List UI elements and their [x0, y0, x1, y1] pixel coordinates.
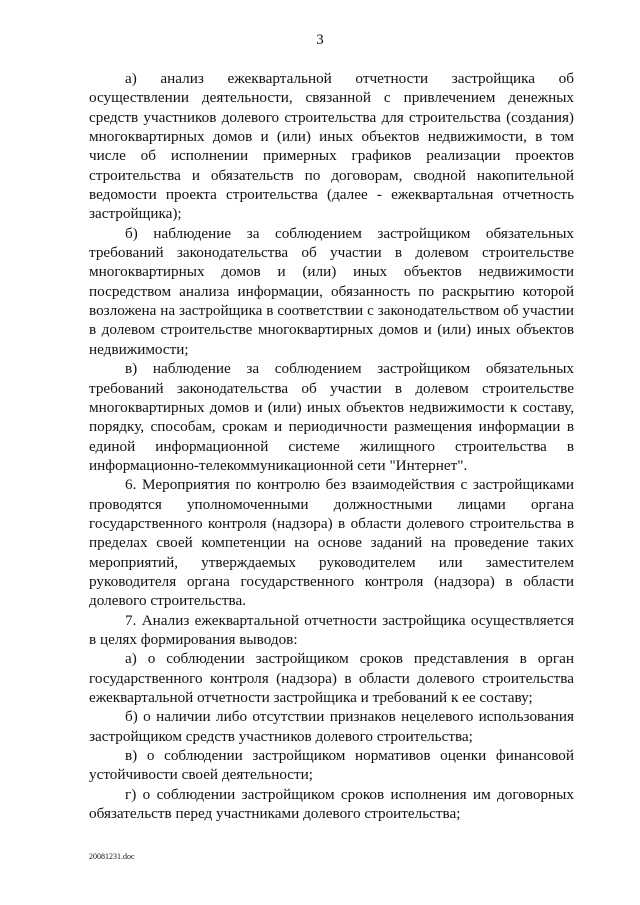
paragraph-7b-misuse: б) о наличии либо отсутствии признаков нецелевого использования застройщиком средств участников долевого строительства; — [89, 708, 574, 745]
paragraph-v-observation-publication: в) наблюдение за соблюдением застройщиком обязательных требований законодательства об участии в долевом строительстве многоквартирных домов и (или) иных объектов недвижимости к составу, порядку, способам, срокам и периодичности размещения информации в единой информационной системе жилищного строительства в информационно-телекоммуникационной сети "Интернет". — [89, 360, 574, 474]
body-text — [89, 69, 574, 823]
paragraph-7g-contract-obligations: г) о соблюдении застройщиком сроков исполнения им договорных обязательств перед участниками долевого строительства; — [89, 785, 574, 823]
paragraph-6-control-measures: 6. Мероприятия по контролю без взаимодействия с застройщиками проводятся уполномоченными должностными лицами органа государственного контроля (надзора) в области долевого строительства в пределах своей компетенции на основе заданий на проведение таких мероприятий, утверждаемых руководителем или заместителем руководителя органа государственного контроля (надзора) в области долевого строительства. — [89, 476, 574, 610]
paragraph-7a-deadlines: а) о соблюдении застройщиком сроков представления в орган государственного контроля (надзора) в области долевого строительства ежеквартальной отчетности застройщика и требований к ее составу; — [89, 650, 574, 706]
paragraph-a-quarterly-report-analysis: а) анализ ежеквартальной отчетности застройщика об осуществлении деятельности, связанной с привлечением денежных средств участников долевого строительства для строительства (создания) многоквартирных домов и (или) иных объектов недвижимости, в том числе об исполнении примерных графиков реализации проектов строительства и обязательств по договорам, сводной накопительной ведомости проекта строительства (далее - ежеквартальная отчетность застройщика); — [89, 70, 574, 223]
paragraph-7-analysis-purpose: 7. Анализ ежеквартальной отчетности застройщика осуществляется в целях формирования выводов: — [89, 611, 574, 648]
footer-filename: 20081231.doc — [89, 852, 135, 861]
paragraph-b-observation-disclosure: б) наблюдение за соблюдением застройщиком обязательных требований законодательства об участии в долевом строительстве многоквартирных домов и (или) иных объектов недвижимости посредством анализа информации, обязанность по раскрытию которой возложена на застройщика в соответствии с законодательством об участии в долевом строительстве многоквартирных домов и (или) иных объектов недвижимости; — [89, 224, 574, 358]
paragraph-7v-financial-stability: в) о соблюдении застройщиком нормативов оценки финансовой устойчивости своей деятельности; — [89, 747, 574, 784]
page-number: 3 — [316, 32, 324, 48]
